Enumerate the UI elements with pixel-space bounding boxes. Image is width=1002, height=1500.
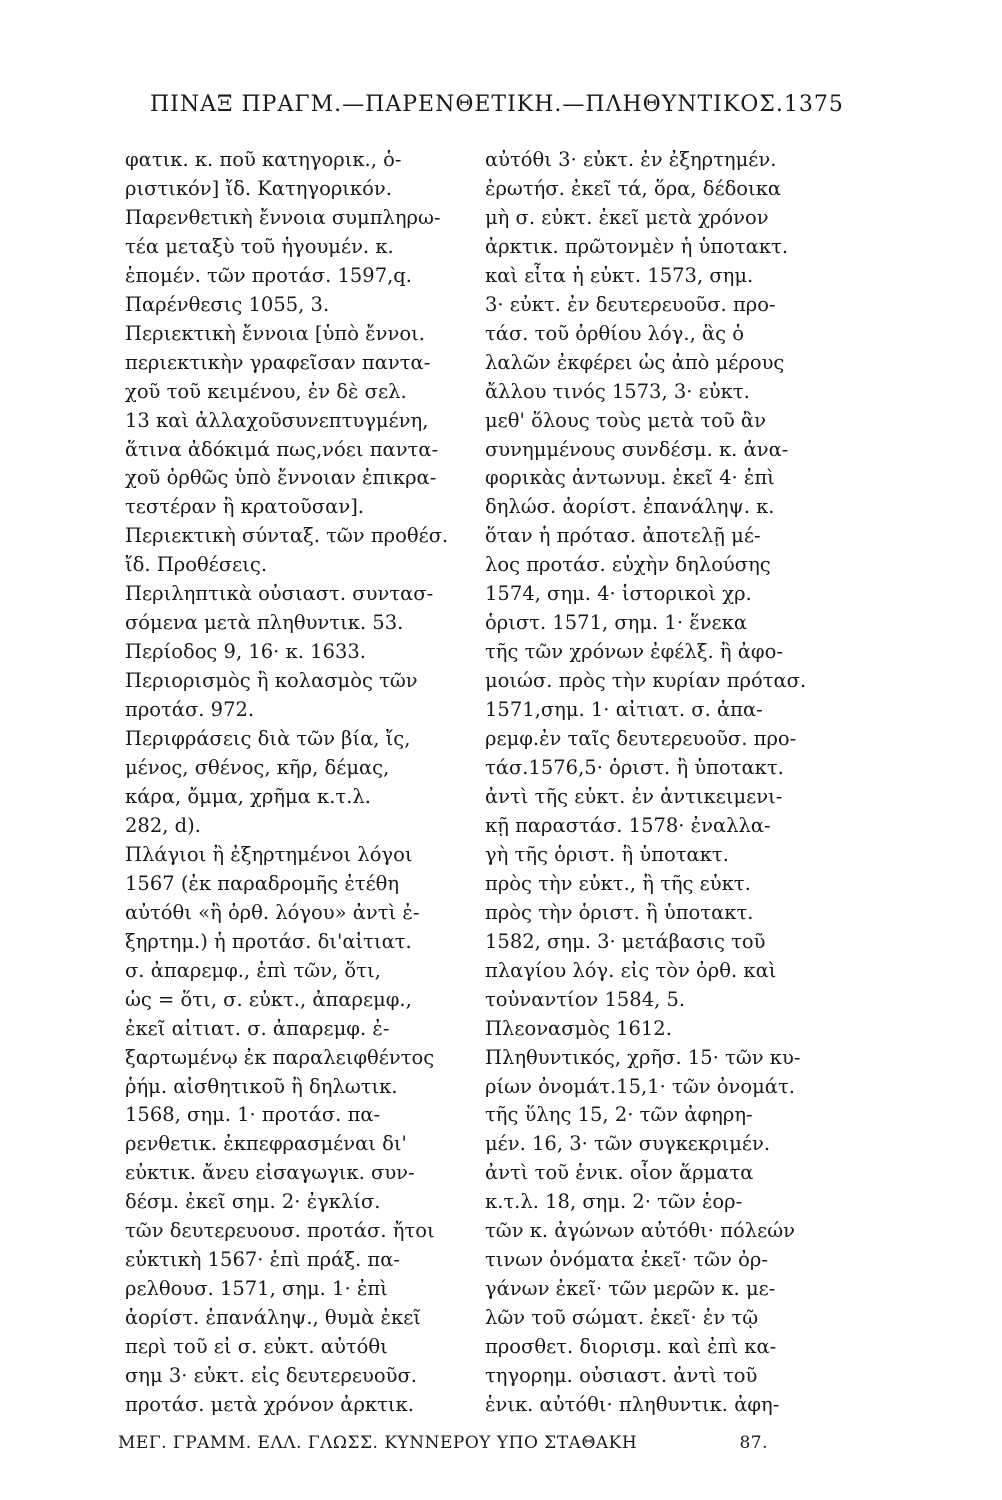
text-line: προτάσ. 972. [125,698,255,722]
text-line: 3· εὐκτ. ἐν δευτερευοῦσ. προ- [485,292,776,316]
text-line: Περίοδος 9, 16· κ. 1633. [125,640,366,664]
text-line: ἄλλου τινός 1573, 3· εὐκτ. [485,379,750,403]
text-line: κῇ παραστάσ. 1578· ἐναλλα- [485,813,771,837]
text-line: 1571,σημ. 1· αἰτιατ. σ. ἀπα- [485,698,763,722]
text-line: δηλώσ. ἀορίστ. ἐπανάληψ. κ. [485,495,775,519]
text-line: τῆς ὕλης 15, 2· τῶν ἀφηρη- [485,1103,753,1127]
text-line: ξηρτημ.) ἡ προτάσ. δι'αἰτιατ. [125,929,412,953]
text-line: χοῦ ὀρθῶς ὑπὸ ἔννοιαν ἐπικρα- [125,466,437,490]
text-line: τῶν δευτερευουσ. προτάσ. ἤτοι [125,1219,435,1243]
footer-signature: 87. [739,1433,768,1453]
text-line: 282, d). [125,813,201,837]
text-line: λαλῶν ἐκφέρει ὡς ἀπὸ μέρους [485,350,785,374]
text-line: φορικὰς ἀντωνυμ. ἐκεῖ 4· ἐπὶ [485,466,775,490]
text-line: Περιληπτικὰ οὐσιαστ. συντασ- [125,582,434,606]
text-line: αὐτόθι «ἢ ὀρθ. λόγου» ἀντὶ ἐ- [125,900,420,924]
text-line: ρελθουσ. 1571, σημ. 1· ἐπὶ [125,1277,388,1301]
text-line: τεστέραν ἢ κρατοῦσαν]. [125,495,364,519]
text-line: προσθετ. διορισμ. καὶ ἐπὶ κα- [485,1335,777,1359]
text-line: ἐκεῖ αἰτιατ. σ. ἀπαρεμφ. ἐ- [125,1016,390,1040]
text-line: τοὐναντίον 1584, 5. [485,987,686,1011]
text-line: Περιορισμὸς ἢ κολασμὸς τῶν [125,669,418,693]
text-line: δέσμ. ἐκεῖ σημ. 2· ἐγκλίσ. [125,1190,381,1214]
text-line: λος προτάσ. εὐχὴν δηλούσης [485,553,771,577]
text-line: μοιώσ. πρὸς τὴν κυρίαν πρότασ. [485,669,807,693]
text-line: μεθ' ὅλους τοὺς μετὰ τοῦ ἂν [485,408,766,432]
text-line: ρενθετικ. ἐκπεφρασμέναι δι' [125,1132,407,1156]
text-line: τῶν κ. ἀγώνων αὐτόθι· πόλεών [485,1219,795,1243]
text-line: ἴδ. Προθέσεις. [125,553,268,577]
text-line: Περιφράσεις διὰ τῶν βία, ἴς, [125,727,411,751]
text-line: 1582, σημ. 3· μετάβασις τοῦ [485,929,766,953]
text-line: εὐκτικ. ἄνευ εἰσαγωγικ. συν- [125,1161,415,1185]
text-line: Παρενθετικὴ ἔννοια συμπληρω- [125,205,441,229]
text-line: σημ 3· εὐκτ. εἰς δευτερευοῦσ. [125,1364,417,1388]
text-line: ὅταν ἡ πρότασ. ἀποτελῇ μέ- [485,524,761,548]
text-line: πρὸς τὴν εὐκτ., ἢ τῆς εὐκτ. [485,871,751,895]
text-line: γάνων ἐκεῖ· τῶν μερῶν κ. με- [485,1277,776,1301]
text-line: πρὸς τὴν ὁριστ. ἢ ὑποτακτ. [485,900,754,924]
text-line: ἑνικ. αὐτόθι· πληθυντικ. ἀφη- [485,1392,780,1416]
text-line: μέν. 16, 3· τῶν συγκεκριμέν. [485,1132,771,1156]
text-line: ρεμφ.ἐν ταῖς δευτερευοῦσ. προ- [485,727,797,751]
text-line: ἀορίστ. ἐπανάληψ., θυμὰ ἐκεῖ [125,1306,421,1330]
text-line: μὴ σ. εὐκτ. ἐκεῖ μετὰ χρόνον [485,205,769,229]
text-line: περιεκτικὴν γραφεῖσαν παντα- [125,350,431,374]
running-header [150,92,844,117]
text-line: Περιεκτικὴ σύνταξ. τῶν προθέσ. [125,524,449,548]
text-line: γὴ τῆς ὁριστ. ἢ ὑποτακτ. [485,842,729,866]
text-line: ἀρκτικ. πρῶτονμὲν ἡ ὑποτακτ. [485,234,789,258]
text-line: περὶ τοῦ εἰ σ. εὐκτ. αὐτόθι [125,1335,388,1359]
text-line: Πλεονασμὸς 1612. [485,1016,672,1040]
text-line: κ.τ.λ. 18, σημ. 2· τῶν ἑορ- [485,1190,743,1214]
text-line: ριστικόν] ἴδ. Κατηγορικόν. [125,176,392,200]
text-line: ἅτινα ἀδόκιμά πως,νόει παντα- [125,437,439,461]
text-line: σόμενα μετὰ πληθυντικ. 53. [125,611,404,635]
text-line: ἀντὶ τῆς εὐκτ. ἐν ἀντικειμενι- [485,784,783,808]
text-line: ξαρτωμένῳ ἐκ παραλειφθέντος [125,1045,435,1069]
text-line: τῆς τῶν χρόνων ἐφέλξ. ἢ ἀφο- [485,640,783,664]
text-line: εὐκτικὴ 1567· ἐπὶ πράξ. πα- [125,1248,400,1272]
text-line: πλαγίου λόγ. εἰς τὸν ὀρθ. καὶ [485,958,777,982]
right-column [485,150,815,1415]
text-line: Πληθυντικός, χρῆσ. 15· τῶν κυ- [485,1045,801,1069]
text-line: μένος, σθένος, κῆρ, δέμας, [125,756,390,780]
text-line: τηγορημ. οὐσιαστ. ἀντὶ τοῦ [485,1364,758,1388]
text-line: συνημμένους συνδέσμ. κ. ἀνα- [485,437,789,461]
text-line: 1567 (ἐκ παραδρομῆς ἐτέθη [125,871,400,895]
text-line: τινων ὀνόματα ἐκεῖ· τῶν ὀρ- [485,1248,768,1272]
text-line: ἐρωτήσ. ἐκεῖ τά, ὅρα, δέδοικα [485,176,782,200]
text-line: τάσ. τοῦ ὀρθίου λόγ., ἃς ὁ [485,321,745,345]
text-line: Περιεκτικὴ ἔννοια [ὑπὸ ἔννοι. [125,321,425,345]
text-line: 13 καὶ ἀλλαχοῦσυνεπτυγμένη, [125,408,429,432]
header-title: ΠΙΝΑΞ ΠΡΑΓΜ.—ΠΑΡΕΝΘΕΤΙΚΗ.—ΠΛΗΘΥΝΤΙΚΟΣ. [150,92,784,117]
text-line: Πλάγιοι ἢ ἐξηρτημένοι λόγοι [125,842,413,866]
text-line: προτάσ. μετὰ χρόνον ἀρκτικ. [125,1392,414,1416]
text-line: καὶ εἶτα ἡ εὐκτ. 1573, σημ. [485,263,754,287]
text-line: τέα μεταξὺ τοῦ ἡγουμέν. κ. [125,234,394,258]
text-line: Παρένθεσις 1055, 3. [125,292,330,316]
footer-imprint: ΜΕΓ. ΓΡΑΜΜ. ΕΛΛ. ΓΛΩΣΣ. ΚΥΝΝΕΡΟΥ ΥΠΟ ΣΤΑΘΑΚΗ [118,1433,638,1453]
text-line: φατικ. κ. ποῦ κατηγορικ., ὁ- [125,148,402,171]
text-line: ἑπομέν. τῶν προτάσ. 1597,q. [125,263,412,287]
text-line: κάρα, ὄμμα, χρῆμα κ.τ.λ. [125,784,371,808]
text-line: ῥήμ. αἰσθητικοῦ ἢ δηλωτικ. [125,1074,398,1098]
text-line: ὡς = ὅτι, σ. εὐκτ., ἀπαρεμφ., [125,987,412,1011]
text-line: 1574, σημ. 4· ἱστορικοὶ χρ. [485,582,752,606]
text-line: λῶν τοῦ σώματ. ἐκεῖ· ἐν τῷ [485,1306,759,1330]
left-column [125,150,455,1415]
text-line: ρίων ὀνομάτ.15,1· τῶν ὀνομάτ. [485,1074,795,1098]
text-line: τάσ.1576,5· ὁριστ. ἢ ὑποτακτ. [485,756,784,780]
text-line: χοῦ τοῦ κειμένου, ἐν δὲ σελ. [125,379,407,403]
text-line: ὁριστ. 1571, σημ. 1· ἕνεκα [485,611,748,635]
text-line: 1568, σημ. 1· προτάσ. πα- [125,1103,381,1127]
header-page-number: 1375 [783,92,844,117]
text-line: αὐτόθι 3· εὐκτ. ἐν ἐξηρτημέν. [485,148,777,171]
text-line: ἀντὶ τοῦ ἑνικ. οἷον ἅρματα [485,1161,754,1185]
text-line: σ. ἀπαρεμφ., ἐπὶ τῶν, ὅτι, [125,958,381,982]
printer-footer [118,1433,768,1453]
